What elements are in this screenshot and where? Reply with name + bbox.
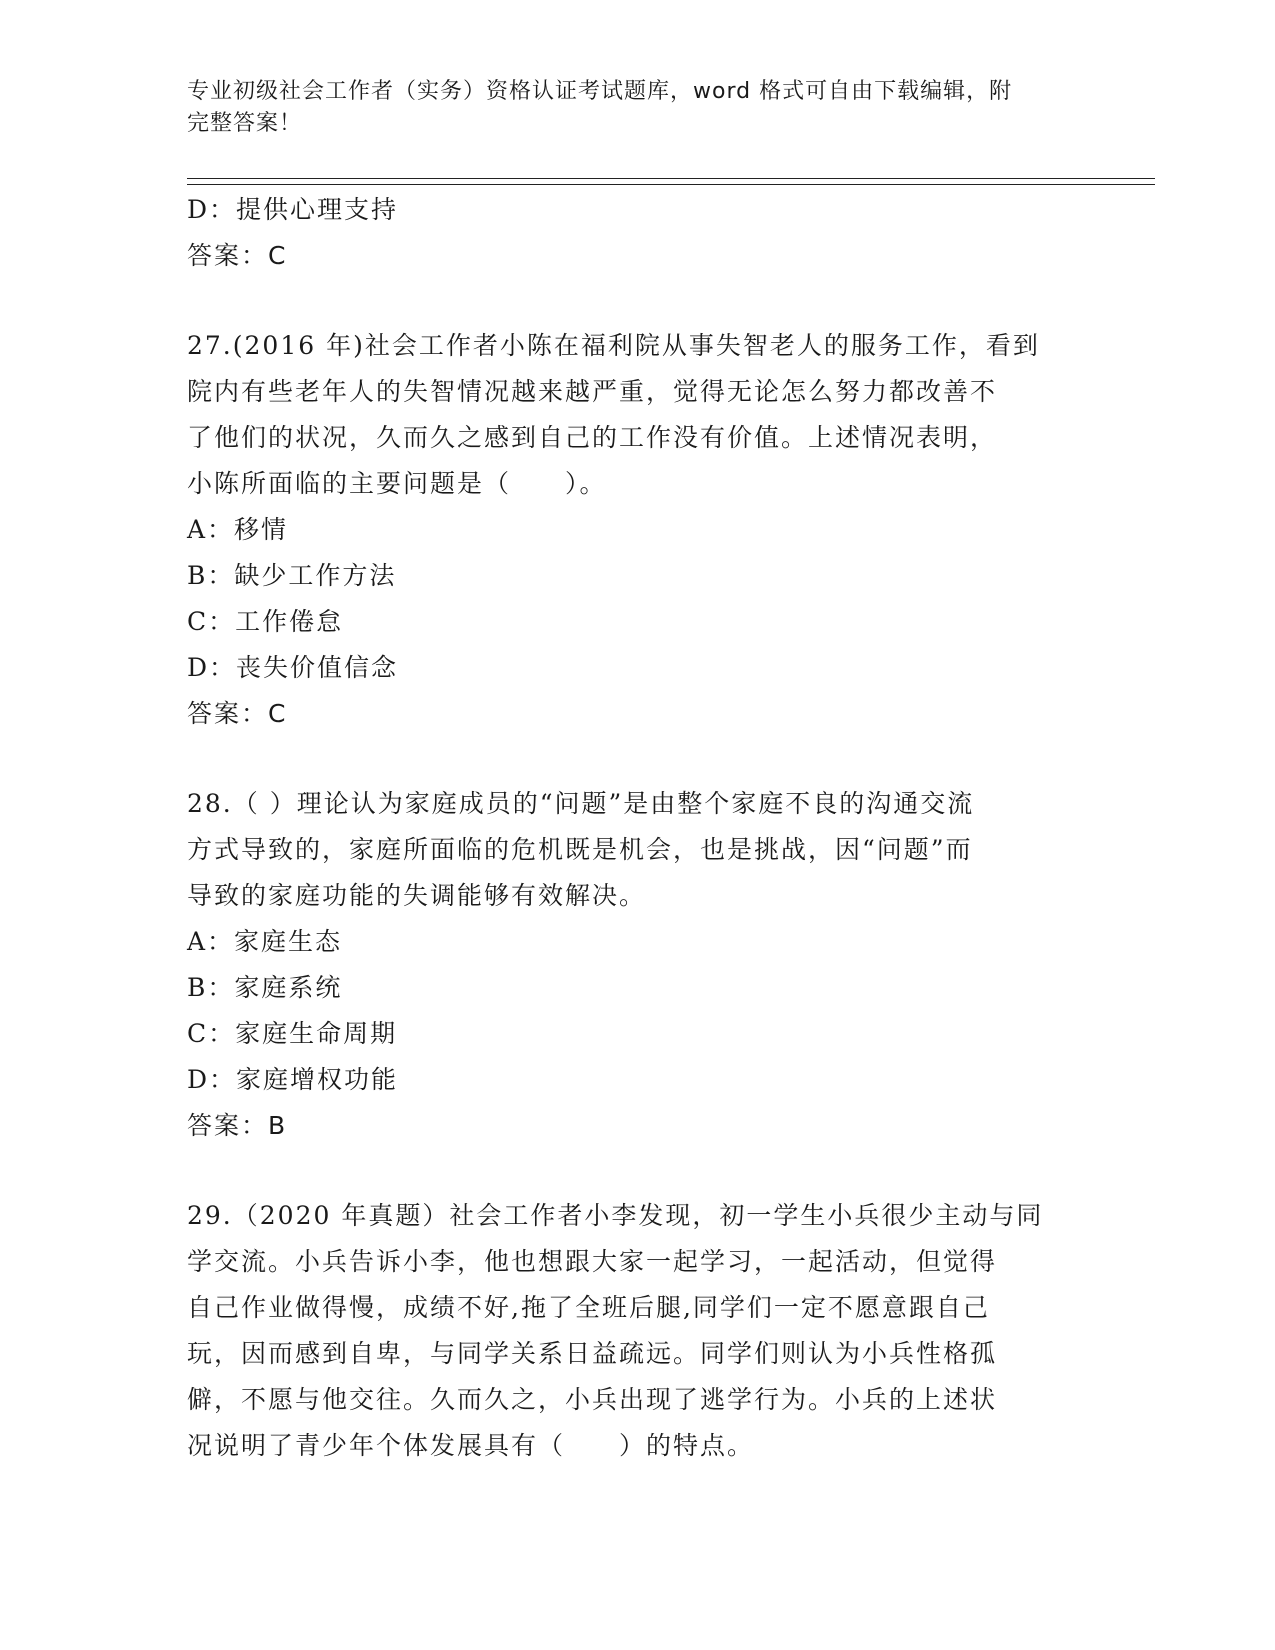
prev-option-d: D：提供心理支持 <box>187 195 399 224</box>
question-27-line: 27.(2016 年)社会工作者小陈在福利院从事失智老人的服务工作，看到 <box>187 331 1040 360</box>
question-28-option-b: B：家庭系统 <box>187 973 343 1002</box>
question-29-line: 况说明了青少年个体发展具有（ ）的特点。 <box>187 1431 755 1460</box>
question-28-line: 导致的家庭功能的失调能够有效解决。 <box>187 881 647 910</box>
question-27-line: 小陈所面临的主要问题是（ ）。 <box>187 469 607 498</box>
question-28 <box>187 781 1087 1149</box>
prev-answer: 答案：C <box>187 241 288 270</box>
question-27-line: 了他们的状况，久而久之感到自己的工作没有价值。上述情况表明， <box>187 423 998 452</box>
question-27-option-c: C：工作倦怠 <box>187 607 344 636</box>
question-29-line: 玩，因而感到自卑，与同学关系日益疏远。同学们则认为小兵性格孤 <box>187 1339 998 1368</box>
spacer <box>187 737 1087 781</box>
spacer <box>187 1149 1087 1193</box>
question-27-line: 院内有些老年人的失智情况越来越严重，觉得无论怎么努力都改善不 <box>187 377 998 406</box>
header-rule-top <box>187 178 1155 179</box>
question-27-option-d: D：丧失价值信念 <box>187 653 399 682</box>
question-29-line: 僻，不愿与他交往。久而久之，小兵出现了逃学行为。小兵的上述状 <box>187 1385 998 1414</box>
question-29 <box>187 1193 1087 1469</box>
question-28-answer: 答案：B <box>187 1111 288 1140</box>
question-27-option-a: A：移情 <box>187 515 289 544</box>
question-27-option-b: B：缺少工作方法 <box>187 561 397 590</box>
header-line-1: 专业初级社会工作者（实务）资格认证考试题库，word 格式可自由下载编辑，附 <box>187 79 1013 104</box>
question-29-line: 自己作业做得慢，成绩不好,拖了全班后腿,同学们一定不愿意跟自己 <box>187 1293 990 1322</box>
header-rule-bottom <box>187 184 1155 185</box>
question-27-answer: 答案：C <box>187 699 288 728</box>
question-28-option-c: C：家庭生命周期 <box>187 1019 398 1048</box>
question-content <box>187 187 1087 1469</box>
spacer <box>187 279 1087 323</box>
question-29-line: 学交流。小兵告诉小李，他也想跟大家一起学习，一起活动，但觉得 <box>187 1247 998 1276</box>
header-line-2: 完整答案！ <box>187 111 303 136</box>
question-28-line: 28.（ ）理论认为家庭成员的“问题”是由整个家庭不良的沟通交流 <box>187 789 975 818</box>
question-29-line: 29.（2020 年真题）社会工作者小李发现，初一学生小兵很少主动与同 <box>187 1201 1044 1230</box>
question-28-line: 方式导致的，家庭所面临的危机既是机会，也是挑战，因“问题”而 <box>187 835 973 864</box>
question-28-option-d: D：家庭增权功能 <box>187 1065 399 1094</box>
question-28-option-a: A：家庭生态 <box>187 927 343 956</box>
question-27 <box>187 323 1087 737</box>
document-header <box>187 76 1087 140</box>
